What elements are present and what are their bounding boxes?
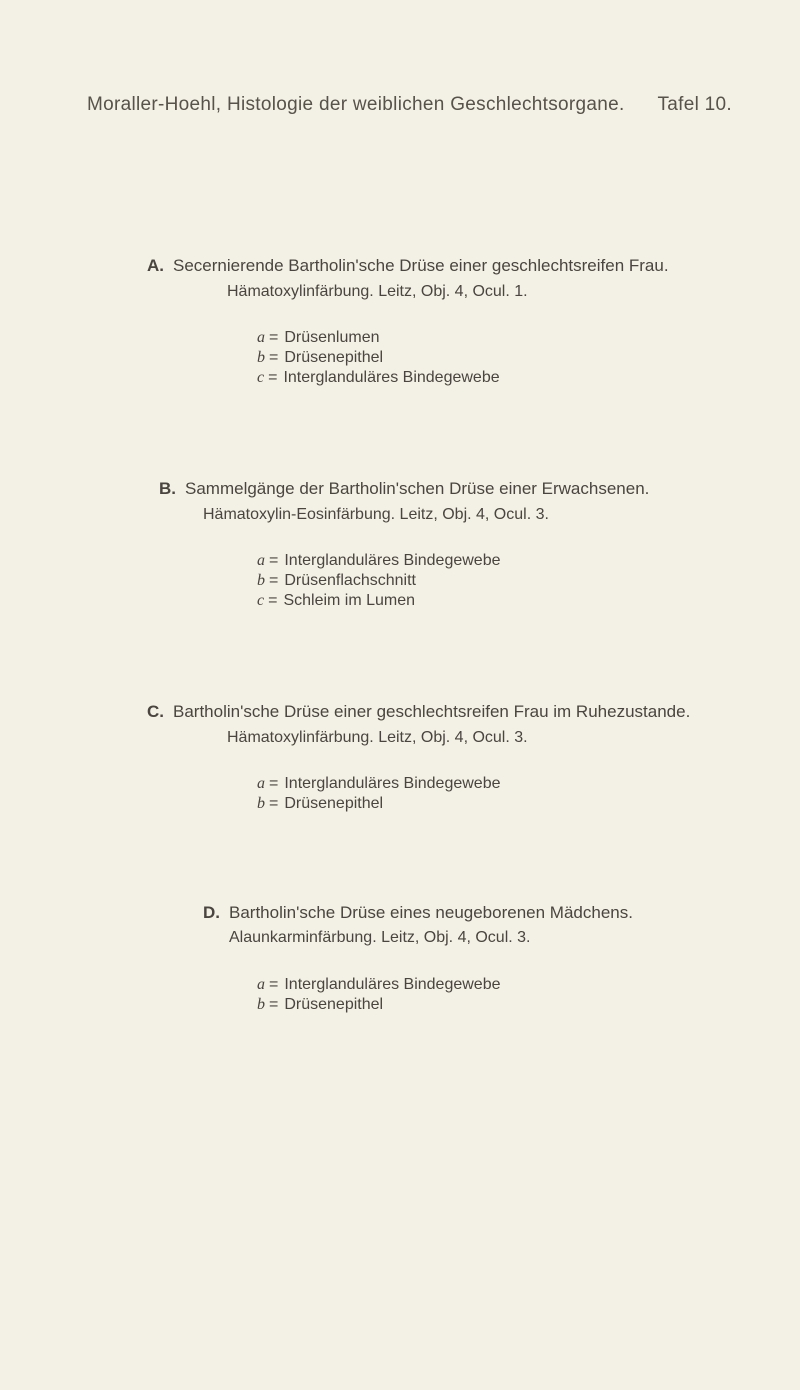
plate-number: Tafel 10. — [657, 94, 732, 115]
legend-eq: = — [268, 592, 278, 609]
section-subtitle: Hämatoxylin-Eosinfärbung. Leitz, Obj. 4, Ocul. 3. — [203, 506, 549, 523]
page-header — [87, 94, 732, 120]
legend-text: Interglanduläres Bindegewebe — [284, 775, 501, 792]
section-title — [203, 903, 633, 923]
section-title — [159, 479, 649, 499]
legend-row — [257, 551, 501, 571]
section-title-text: Bartholin'sche Drüse eines neugeborenen Mädchens. — [229, 903, 633, 922]
legend — [257, 551, 501, 611]
section-title — [147, 256, 669, 276]
legend-key: a — [257, 976, 265, 993]
legend — [257, 774, 501, 814]
legend-eq: = — [269, 349, 279, 366]
legend — [257, 975, 501, 1015]
legend-eq: = — [269, 329, 279, 346]
legend-key: a — [257, 552, 265, 569]
section-letter: A. — [147, 256, 164, 275]
section-letter: D. — [203, 903, 220, 922]
section-title — [147, 702, 690, 722]
section-subtitle: Alaunkarminfärbung. Leitz, Obj. 4, Ocul. 3. — [229, 929, 531, 946]
legend — [257, 328, 500, 388]
section-title-text: Bartholin'sche Drüse einer geschlechtsreifen Frau im Ruhezustande. — [173, 702, 691, 721]
section-title-text: Sammelgänge der Bartholin'schen Drüse einer Erwachsenen. — [185, 479, 650, 498]
legend-text: Interglanduläres Bindegewebe — [284, 552, 501, 569]
book-title: Moraller-Hoehl, Histologie der weiblichen Geschlechtsorgane. — [87, 94, 625, 115]
legend-text: Drüsenepithel — [284, 996, 384, 1013]
legend-key: b — [257, 996, 265, 1013]
legend-row — [257, 794, 501, 814]
section-letter: B. — [159, 479, 176, 498]
legend-text: Schleim im Lumen — [283, 592, 416, 609]
legend-eq: = — [268, 369, 278, 386]
legend-text: Drüsenepithel — [284, 349, 384, 366]
legend-key: b — [257, 572, 265, 589]
legend-text: Interglanduläres Bindegewebe — [283, 369, 500, 386]
legend-row — [257, 348, 500, 368]
legend-row — [257, 591, 501, 611]
legend-eq: = — [269, 552, 279, 569]
section-letter: C. — [147, 702, 164, 721]
legend-eq: = — [269, 996, 279, 1013]
section-subtitle: Hämatoxylinfärbung. Leitz, Obj. 4, Ocul. 3. — [227, 729, 528, 746]
legend-row — [257, 328, 500, 348]
legend-eq: = — [269, 572, 279, 589]
section-title-text: Secernierende Bartholin'sche Drüse einer geschlechtsreifen Frau. — [173, 256, 669, 275]
legend-eq: = — [269, 775, 279, 792]
legend-key: c — [257, 369, 265, 386]
legend-text: Drüsenflachschnitt — [284, 572, 416, 589]
legend-row — [257, 774, 501, 794]
legend-text: Drüsenlumen — [284, 329, 380, 346]
legend-text: Interglanduläres Bindegewebe — [284, 976, 501, 993]
section-subtitle: Hämatoxylinfärbung. Leitz, Obj. 4, Ocul. 1. — [227, 283, 528, 300]
legend-eq: = — [269, 976, 279, 993]
legend-text: Drüsenepithel — [284, 795, 384, 812]
legend-key: b — [257, 349, 265, 366]
legend-key: a — [257, 329, 265, 346]
legend-row — [257, 975, 501, 995]
legend-key: b — [257, 795, 265, 812]
legend-eq: = — [269, 795, 279, 812]
legend-row — [257, 368, 500, 388]
legend-key: c — [257, 592, 265, 609]
legend-row — [257, 571, 501, 591]
legend-row — [257, 995, 501, 1015]
legend-key: a — [257, 775, 265, 792]
